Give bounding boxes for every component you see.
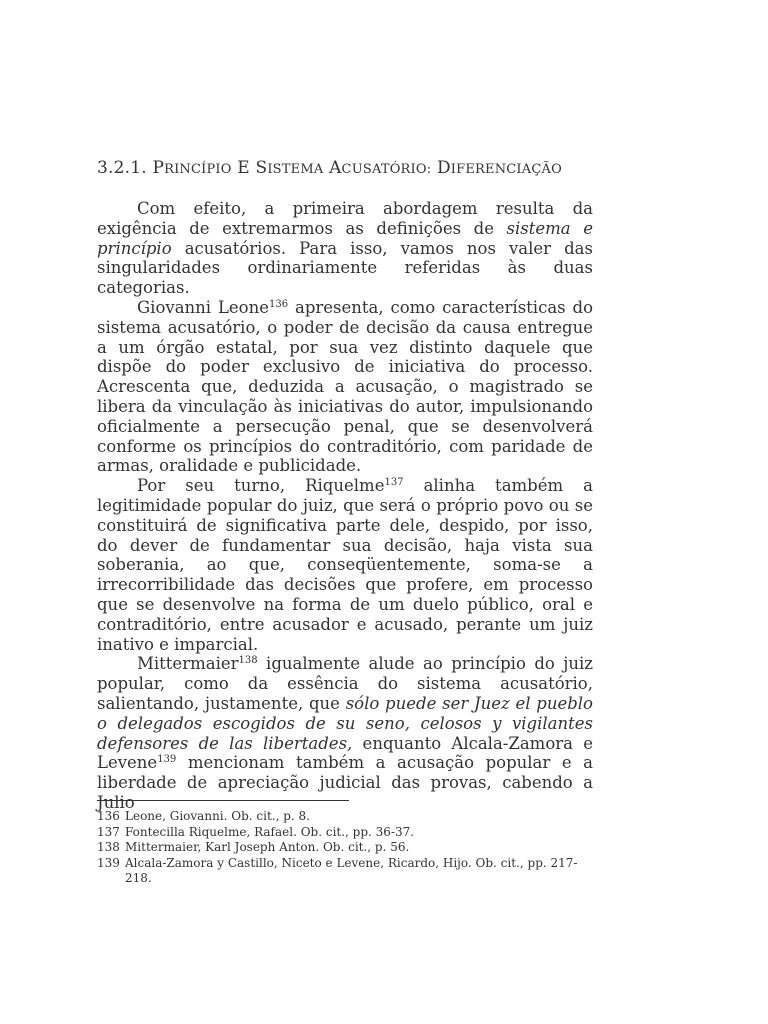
title-rest: IFERENCIAÇÃO <box>450 162 562 177</box>
footnote-text: Fontecilla Riquelme, Rafael. Ob. cit., pp. 36-37. <box>125 824 415 839</box>
title-initial: P <box>152 158 165 178</box>
footnote-number: 138 <box>97 840 120 854</box>
text-run: mencionam também a acusação popular e a liberdade de apreciação judicial das provas, cabendo a Julio <box>97 753 593 812</box>
title-initial: E <box>237 158 250 178</box>
footnote <box>97 840 597 856</box>
text-run: acusatórios. Para isso, vamos nos valer das singularidades ordinariamente referidas às duas categorias. <box>97 238 593 298</box>
quotation: sólo puede ser Juez el pueblo o delegados escogidos de su seno, celosos y vigilantes defensores de las libertades, <box>97 693 593 753</box>
text-run: Mittermaier <box>137 654 239 674</box>
footnote-ref: 139 <box>157 754 177 766</box>
footnote-text: Alcala-Zamora y Castillo, Niceto e Levene, Ricardo, Hijo. Ob. cit., pp. 217-218. <box>125 855 578 885</box>
footnote-number: 136 <box>97 809 120 823</box>
text-run: enquanto Alcala-Zamora e Levene <box>97 733 593 773</box>
title-initial: S <box>255 158 268 178</box>
body-text <box>97 199 593 813</box>
section-number: 3.2.1. <box>97 158 147 178</box>
footnotes <box>97 809 597 887</box>
title-rest: CUSATÓRIO: <box>341 162 432 177</box>
footnote-number: 137 <box>97 824 120 839</box>
footnote-ref: 138 <box>238 655 258 667</box>
paragraph <box>97 298 593 476</box>
text-run: apresenta, como características do sistema acusatório, o poder de decisão da causa entregue a um órgão estatal, por sua vez distinto daquele que dispõe do poder exclusivo de iniciativa do processo. Acrescenta que, deduzida a acusação, o magistrado se libera da vinculação às iniciativas do autor, impulsionando oficialmente a persecução penal, que se desenvolverá conforme os princípios do contraditório, com paridade de armas, oralidade e publicidade. <box>97 297 593 476</box>
footnote-text: Leone, Giovanni. Ob. cit., p. 8. <box>125 809 310 823</box>
emphasis: sistema e princípio <box>97 218 593 258</box>
footnote-ref: 136 <box>269 298 289 310</box>
text-run: Giovanni Leone <box>137 297 270 317</box>
footnote-number: 139 <box>97 855 120 870</box>
title-initial: D <box>436 158 451 178</box>
section-heading <box>97 158 697 178</box>
title-rest: RINCÍPIO <box>164 162 232 177</box>
footnote <box>97 809 597 825</box>
footnote-ref: 137 <box>384 477 404 489</box>
paragraph <box>97 199 593 298</box>
footnote <box>97 825 597 841</box>
title-initial: A <box>329 158 342 178</box>
footnote-text: Mittermaier, Karl Joseph Anton. Ob. cit., p. 56. <box>125 840 410 854</box>
title-rest: ISTEMA <box>267 162 324 177</box>
footnote-divider <box>97 800 349 801</box>
paragraph <box>97 654 593 812</box>
footnote <box>97 856 597 887</box>
text-run: alinha também a legitimidade popular do juiz, que será o próprio povo ou se constituirá de significativa parte dele, despido, por isso, do dever de fundamentar sua decisão, haja vista sua soberania, ao que, conseqüentemente, soma-se a irrecorribilidade das decisões que profere, em processo que se desenvolve na forma de um duelo público, oral e contraditório, entre acusador e acusado, perante um juiz inativo e imparcial. <box>97 476 593 654</box>
text-run: igualmente alude ao princípio do juiz popular, como da essência do sistema acusatório, salientando, justamente, que <box>97 654 593 713</box>
paragraph <box>97 476 593 654</box>
text-run: Por seu turno, Riquelme <box>137 476 385 496</box>
text-run: Com efeito, a primeira abordagem resulta da exigência de extremarmos as definições de <box>97 199 593 238</box>
